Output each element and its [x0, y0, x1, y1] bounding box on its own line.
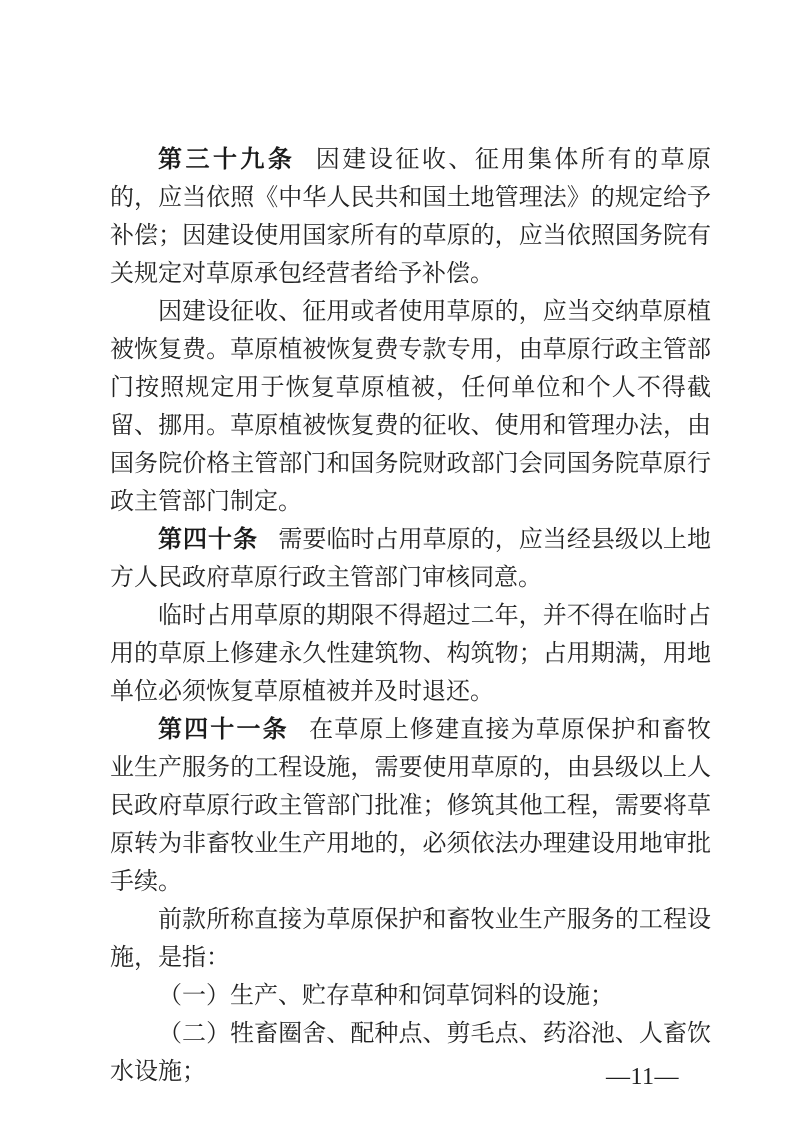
- paragraph-article-39: [110, 141, 711, 293]
- article-40-text: 需要临时占用草原的，应当经县级以上地方人民政府草原行政主管部门审核同意。: [110, 527, 712, 591]
- article-40-number: 第四十条: [158, 527, 258, 553]
- article-39-text: 因建设征收、征用集体所有的草原的，应当依照《中华人民共和国土地管理法》的规定给予补偿；因建设使用国家所有的草原的，应当依照国务院有关规定对草原承包经营者给予补偿。: [110, 147, 711, 287]
- list-item-one: [110, 977, 711, 1015]
- article-39-number: 第三十九条: [158, 147, 296, 173]
- paragraph-facilities-intro: [110, 901, 711, 977]
- paragraph-article-41: [110, 711, 711, 901]
- article-41-number: 第四十一条: [158, 717, 289, 743]
- paragraph-temporary-use: [110, 597, 711, 711]
- paragraph-vegetation-fee: [110, 293, 711, 521]
- document-body: [110, 141, 711, 1091]
- list-item-two-text: （二）牲畜圈舍、配种点、剪毛点、药浴池、人畜饮水设施；: [110, 1021, 711, 1085]
- temporary-use-text: 临时占用草原的期限不得超过二年，并不得在临时占用的草原上修建永久性建筑物、构筑物；占用期满，用地单位必须恢复草原植被并及时退还。: [110, 603, 711, 705]
- list-item-one-text: （一）生产、贮存草种和饲草饲料的设施；: [158, 983, 614, 1009]
- vegetation-fee-text: 因建设征收、征用或者使用草原的，应当交纳草原植被恢复费。草原植被恢复费专款专用，由草原行政主管部门按照规定用于恢复草原植被，任何单位和个人不得截留、挪用。草原植被恢复费的征收、使用和管理办法，由国务院价格主管部门和国务院财政部门会同国务院草原行政主管部门制定。: [110, 299, 711, 515]
- article-41-text: 在草原上修建直接为草原保护和畜牧业生产服务的工程设施，需要使用草原的，由县级以上人民政府草原行政主管部门批准；修筑其他工程，需要将草原转为非畜牧业生产用地的，必须依法办理建设用地审批手续。: [110, 717, 711, 895]
- facilities-intro-text: 前款所称直接为草原保护和畜牧业生产服务的工程设施，是指：: [110, 907, 711, 971]
- page-number: —11—: [605, 1064, 679, 1090]
- paragraph-article-40: [110, 521, 711, 597]
